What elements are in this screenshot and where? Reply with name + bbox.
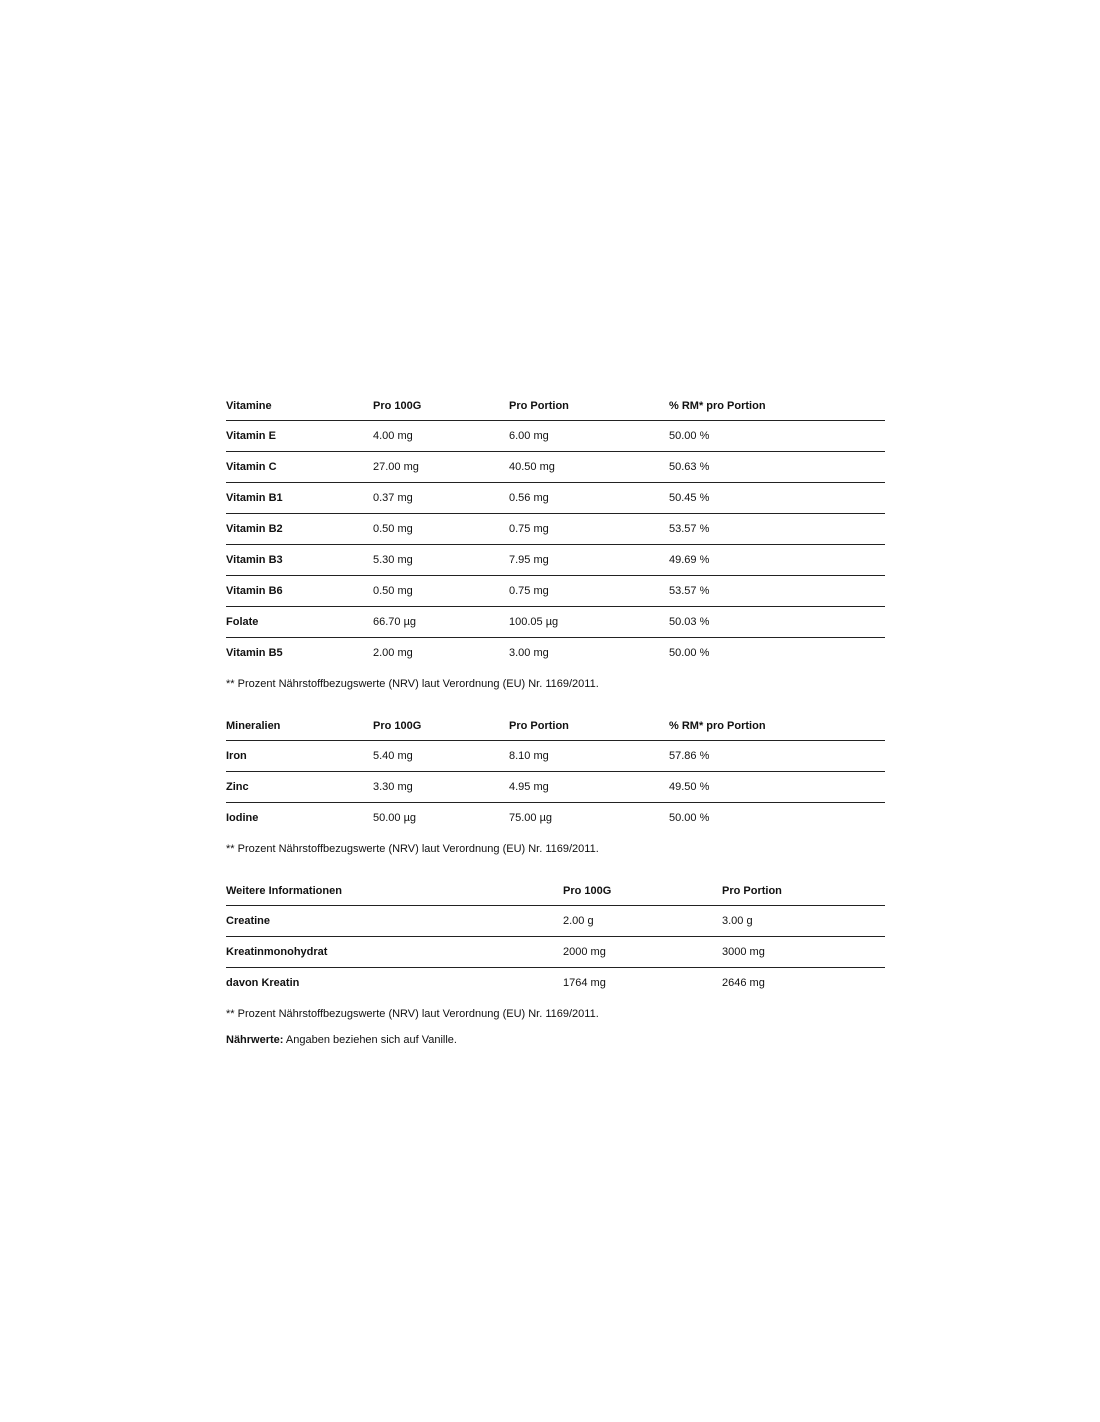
rm-percent-value: 50.00 % [669,421,885,452]
per-portion-value: 3.00 mg [509,647,549,659]
per-100g-value: 3.30 mg [373,772,509,803]
per-portion-value: 8.10 mg [509,741,669,772]
per-100g-value: 4.00 mg [373,421,509,452]
column-header: Pro 100G [373,392,509,421]
per-100g-value: 0.50 mg [373,514,509,545]
per-100g-value: 2.00 mg [373,647,413,659]
per-100g-value: 27.00 mg [373,452,509,483]
table-row [226,906,885,937]
minerals-table [226,712,885,833]
per-portion-value: 3000 mg [722,937,885,968]
nutrient-name: Vitamin B6 [226,576,373,607]
nutrient-name: Vitamin B2 [226,514,373,545]
per-100g-value: 0.37 mg [373,483,509,514]
nutrient-name: Vitamin B5 [226,647,283,659]
per-portion-value: 0.56 mg [509,483,669,514]
rm-percent-value: 49.50 % [669,772,885,803]
per-portion-value: 40.50 mg [509,452,669,483]
column-header: Pro 100G [373,712,509,741]
column-header: Pro Portion [509,392,669,421]
column-header: Pro 100G [563,877,722,906]
column-header: Mineralien [226,712,373,741]
rm-percent-value: 50.45 % [669,483,885,514]
per-100g-value: 1764 mg [563,977,606,989]
further-info-table [226,877,885,998]
table-row [226,576,885,607]
rm-percent-value: 50.03 % [669,607,885,638]
per-100g-value: 0.50 mg [373,576,509,607]
rm-percent-value: 53.57 % [669,514,885,545]
rm-percent-value: 50.00 % [669,647,710,659]
nutrition-info [226,392,885,1059]
rm-percent-value: 50.00 % [669,812,710,824]
column-header: % RM* pro Portion [669,712,885,741]
per-portion-value: 3.00 g [722,906,885,937]
table-row [226,638,885,669]
section-spacer [226,863,885,877]
table-row [226,421,885,452]
nutrition-note [226,1032,885,1048]
table-row [226,607,885,638]
rm-percent-value: 50.63 % [669,452,885,483]
table-row [226,772,885,803]
nutrient-name: Kreatinmonohydrat [226,937,563,968]
per-portion-value: 4.95 mg [509,772,669,803]
nutrient-name: Iodine [226,812,259,824]
table-header-row [226,877,885,906]
nutrient-name: Folate [226,607,373,638]
nutrient-name: Iron [226,741,373,772]
table-row [226,803,885,834]
table-row [226,545,885,576]
note-text: Angaben beziehen sich auf Vanille. [283,1034,457,1046]
vitamins-table [226,392,885,668]
table-row [226,514,885,545]
column-header: % RM* pro Portion [669,392,885,421]
per-100g-value: 66.70 µg [373,607,509,638]
table-row [226,741,885,772]
per-100g-value: 2000 mg [563,937,722,968]
note-label: Nährwerte: [226,1034,284,1046]
per-portion-value: 100.05 µg [509,607,669,638]
nutrient-name: Zinc [226,772,373,803]
nutrient-name: Vitamin B3 [226,545,373,576]
column-header: Pro Portion [509,712,669,741]
table-header-row [226,712,885,741]
per-portion-value: 2646 mg [722,977,765,989]
per-100g-value: 2.00 g [563,906,722,937]
nutrient-name: Vitamin E [226,421,373,452]
column-header: Pro Portion [722,877,885,906]
column-header: Weitere Informationen [226,877,563,906]
table-row [226,452,885,483]
table-row [226,968,885,999]
further-info-footnote: ** Prozent Nährstoffbezugswerte (NRV) laut Verordnung (EU) Nr. 1169/2011. [226,1008,599,1020]
vitamins-footnote: ** Prozent Nährstoffbezugswerte (NRV) laut Verordnung (EU) Nr. 1169/2011. [226,678,599,690]
column-header: Vitamine [226,392,373,421]
table-row [226,937,885,968]
per-100g-value: 5.30 mg [373,545,509,576]
rm-percent-value: 49.69 % [669,545,885,576]
per-portion-value: 0.75 mg [509,576,669,607]
per-portion-value: 0.75 mg [509,514,669,545]
minerals-footnote: ** Prozent Nährstoffbezugswerte (NRV) laut Verordnung (EU) Nr. 1169/2011. [226,843,599,855]
nutrient-name: davon Kreatin [226,977,300,989]
table-row [226,483,885,514]
section-spacer [226,698,885,712]
nutrient-name: Vitamin B1 [226,483,373,514]
per-portion-value: 75.00 µg [509,812,553,824]
nutrient-name: Creatine [226,906,563,937]
per-100g-value: 5.40 mg [373,741,509,772]
rm-percent-value: 57.86 % [669,741,885,772]
per-portion-value: 7.95 mg [509,545,669,576]
per-portion-value: 6.00 mg [509,421,669,452]
nutrient-name: Vitamin C [226,452,373,483]
per-100g-value: 50.00 µg [373,812,417,824]
rm-percent-value: 53.57 % [669,576,885,607]
table-header-row [226,392,885,421]
